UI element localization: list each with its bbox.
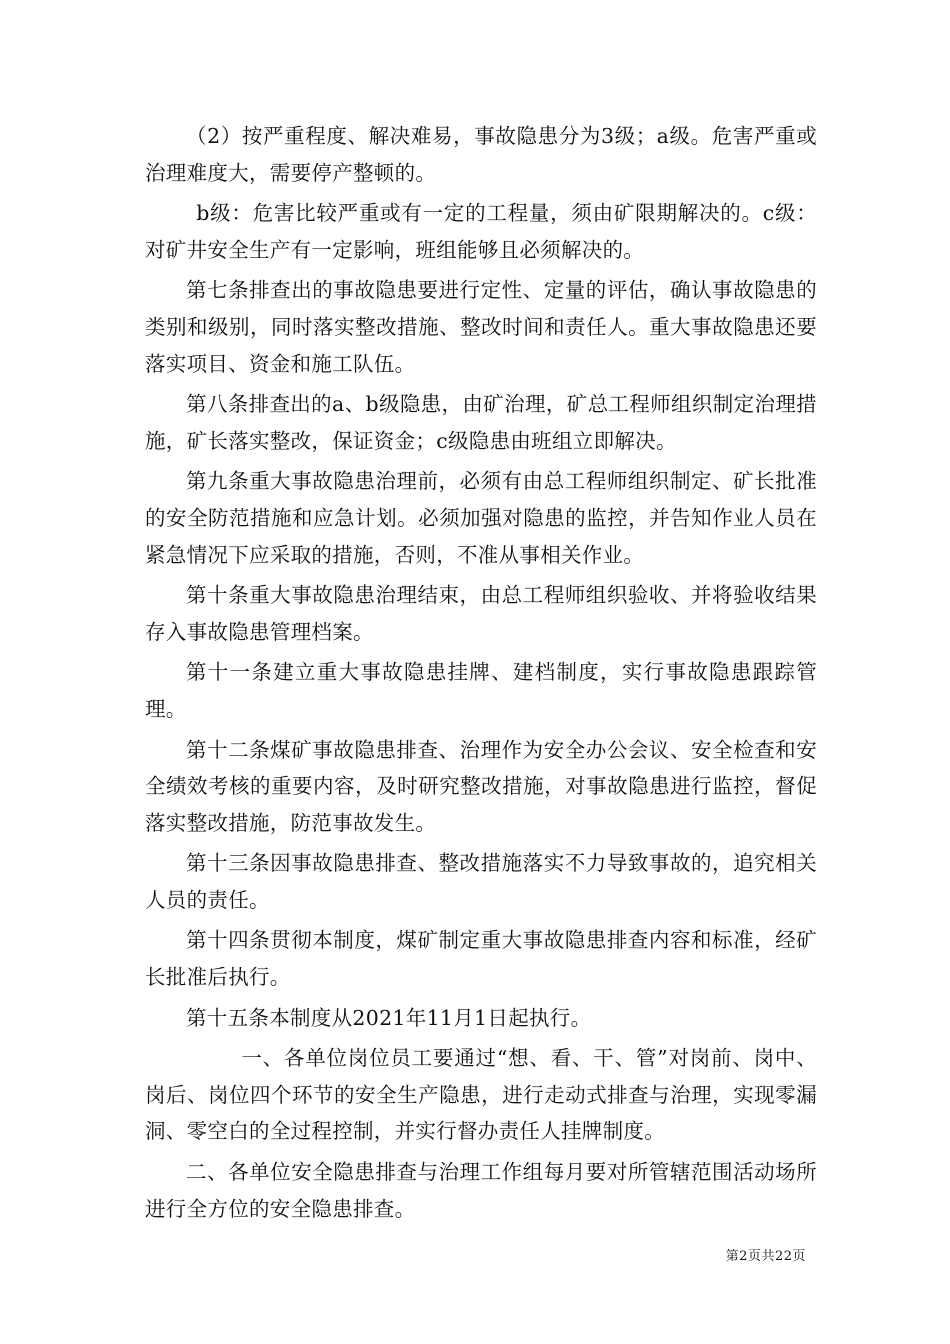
document-body — [145, 118, 817, 1227]
paragraph-item-1: 一、各单位岗位员工要通过“想、看、干、管”对岗前、岗中、岗后、岗位四个环节的安全生产隐患，进行走动式排查与治理，实现零漏洞、零空白的全过程控制，并实行督办责任人挂牌制度。 — [145, 1046, 817, 1144]
paragraph-article-9: 第九条重大事故隐患治理前，必须有由总工程师组织制定、矿长批准的安全防范措施和应急计划。必须加强对隐患的监控，并告知作业人员在紧急情况下应采取的措施，否则，不准从事相关作业。 — [145, 469, 817, 567]
paragraph-article-10: 第十条重大事故隐患治理结束，由总工程师组织验收、并将验收结果存入事故隐患管理档案。 — [145, 583, 817, 644]
paragraph-article-14: 第十四条贯彻本制度，煤矿制定重大事故隐患排查内容和标准，经矿长批准后执行。 — [145, 928, 817, 990]
paragraph-hazard-levels: （2）按严重程度、解决难易，事故隐患分为3级；a级。危害严重或治理难度大，需要停产整顿的。 — [145, 124, 817, 185]
paragraph-item-2: 二、各单位安全隐患排查与治理工作组每月要对所管辖范围活动场所进行全方位的安全隐患排查。 — [145, 1160, 817, 1221]
paragraph-article-8: 第八条排查出的a、b级隐患，由矿治理，矿总工程师组织制定治理措施，矿长落实整改，保证资金；c级隐患由班组立即解决。 — [145, 392, 817, 453]
paragraph-level-b-c: b级：危害比较严重或有一定的工程量，须由矿限期解决的。c级：对矿井安全生产有一定影响，班组能够且必须解决的。 — [145, 201, 817, 262]
paragraph-article-12: 第十二条煤矿事故隐患排查、治理作为安全办公会议、安全检查和安全绩效考核的重要内容，及时研究整改措施，对事故隐患进行监控，督促落实整改措施，防范事故发生。 — [145, 737, 817, 835]
paragraph-article-7: 第七条排查出的事故隐患要进行定性、定量的评估，确认事故隐患的类别和级别，同时落实整改措施、整改时间和责任人。重大事故隐患还要落实项目、资金和施工队伍。 — [145, 278, 817, 376]
paragraph-article-13: 第十三条因事故隐患排查、整改措施落实不力导致事故的，追究相关人员的责任。 — [145, 851, 817, 912]
paragraph-article-11: 第十一条建立重大事故隐患挂牌、建档制度，实行事故隐患跟踪管理。 — [145, 660, 817, 721]
page-number-footer: 第2页共22页 — [725, 1249, 806, 1264]
paragraph-article-15: 第十五条本制度从2021年11月1日起执行。 — [186, 1005, 592, 1030]
